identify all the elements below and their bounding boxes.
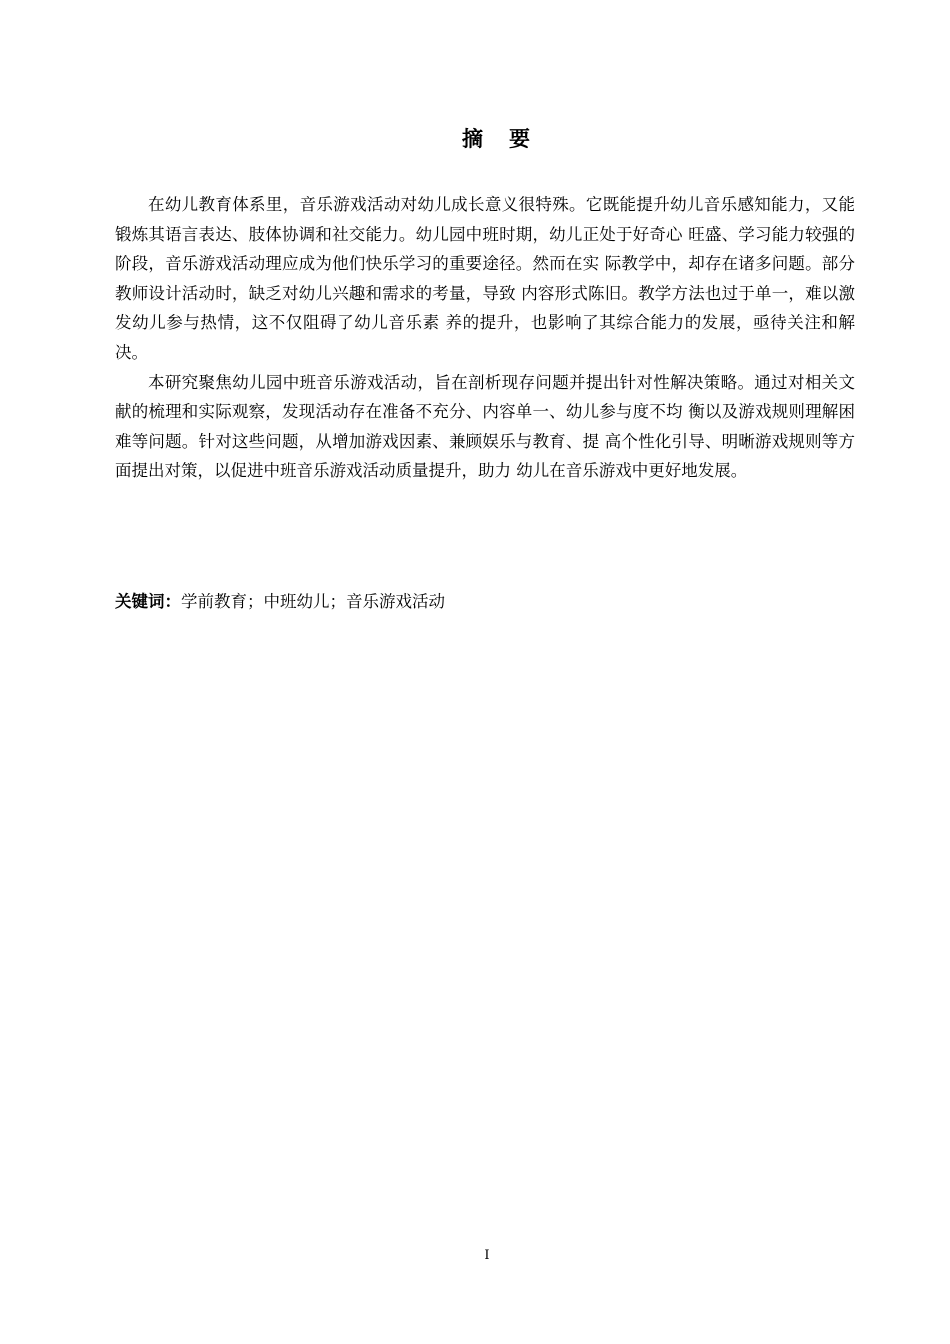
abstract-paragraph-2: 本研究聚焦幼儿园中班音乐游戏活动，旨在剖析现存问题并提出针对性解决策略。通过对相关文献的梳理和实际观察，发现活动存在准备不充分、内容单一、幼儿参与度不均 衡以及游戏规则理解困难等问题。针对这些问题，从增加游戏因素、兼顾娱乐与教育、提 高个性化引导、明晰游戏规则等方面提出对策，以促进中班音乐游戏活动质量提升，助力 幼儿在音乐游戏中更好地发展。 [115,372,855,481]
abstract-paragraph-1: 在幼儿教育体系里，音乐游戏活动对幼儿成长意义很特殊。它既能提升幼儿音乐感知能力，又能锻炼其语言表达、肢体协调和社交能力。幼儿园中班时期，幼儿正处于好奇心 旺盛、学习能力较强的阶段，音乐游戏活动理应成为他们快乐学习的重要途径。然而在实 际教学中，却存在诸多问题。部分教师设计活动时，缺乏对幼儿兴趣和需求的考量，导致 内容形式陈旧。教学方法也过于单一，难以激发幼儿参与热情，这不仅阻碍了幼儿音乐素 养的提升，也影响了其综合能力的发展，亟待关注和解决。 [115,195,855,362]
keywords-value: 学前教育；中班幼儿；音乐游戏活动 [181,592,445,611]
abstract-body [115,190,855,486]
keywords-label: 关键词： [115,592,181,611]
abstract-title: 摘要 [462,126,556,151]
keywords-line [115,588,855,616]
page-number: I [484,1248,490,1263]
